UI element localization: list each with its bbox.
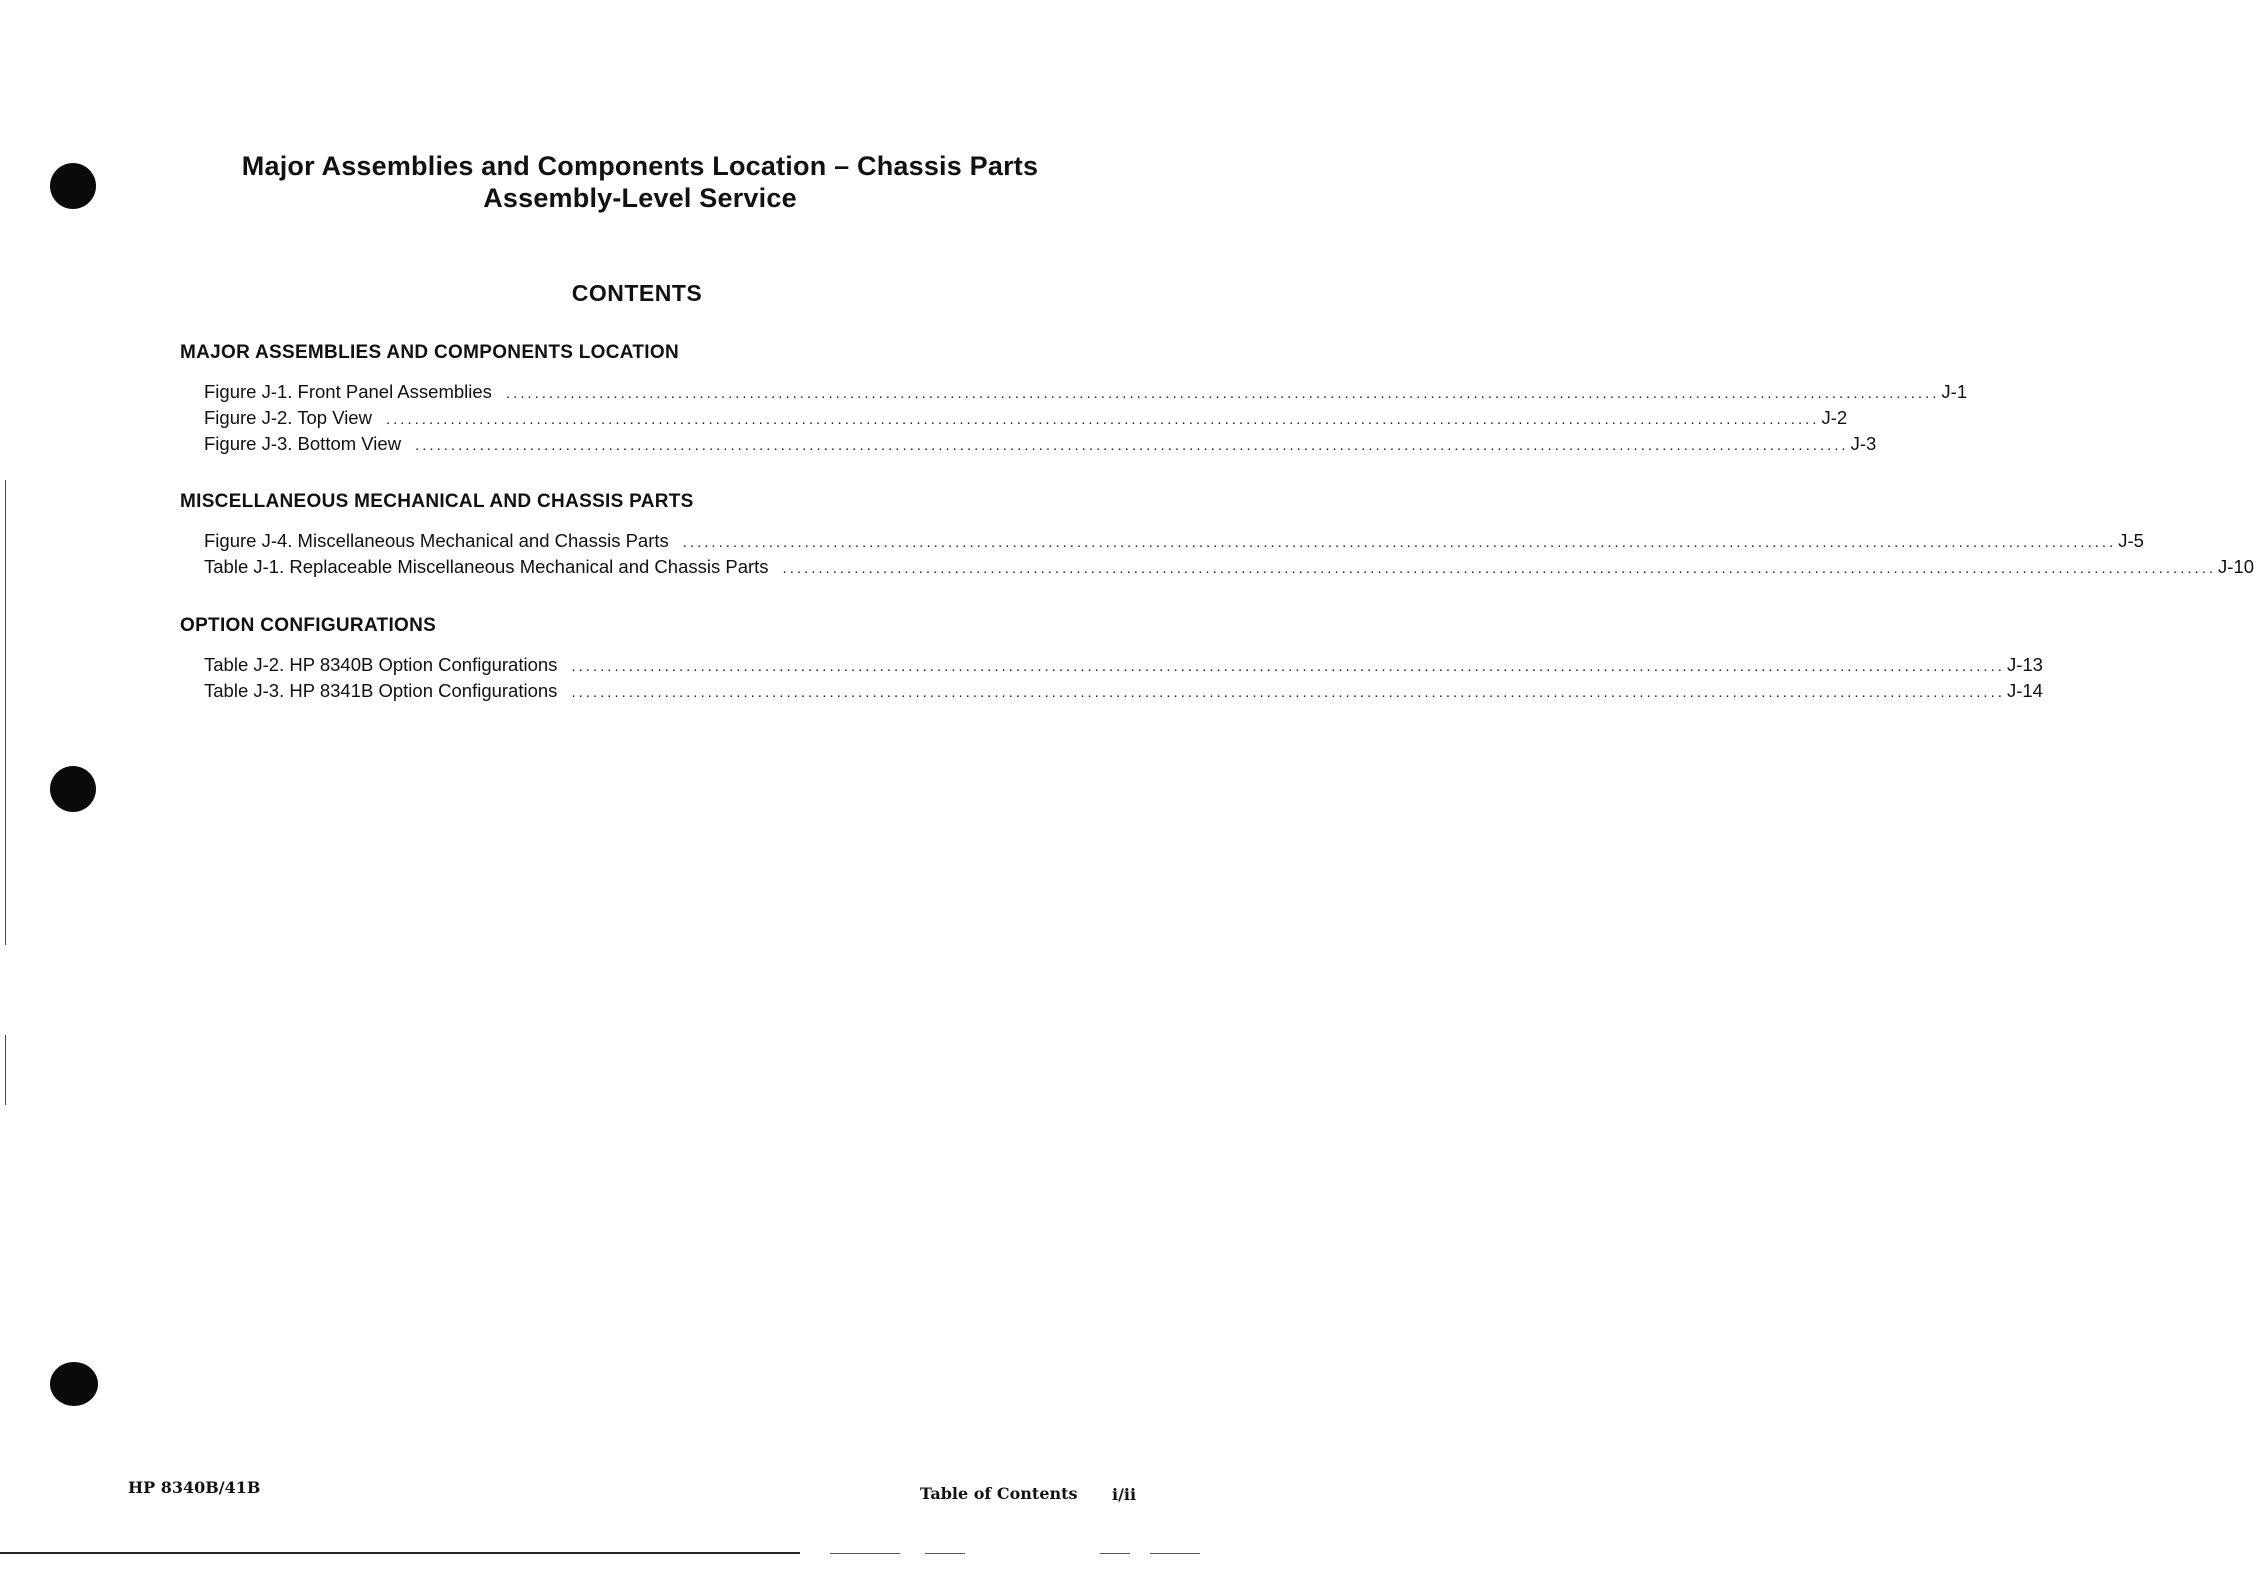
toc-entry-label: Table J-2. HP 8340B Option Configurations	[204, 654, 558, 675]
section-heading: MISCELLANEOUS MECHANICAL AND CHASSIS PARTS	[180, 491, 694, 512]
toc-entry[interactable]	[204, 432, 1877, 458]
scan-artifact	[1100, 1553, 1130, 1554]
scan-artifact	[1150, 1553, 1200, 1554]
toc-entry-label: Table J-3. HP 8341B Option Configurations	[204, 680, 558, 701]
toc-entry-page: J-1	[1941, 381, 1968, 402]
dot-leader: ........................................................................................................................................................................................................	[782, 560, 2217, 577]
footer-page-number: i/ii	[1112, 1485, 1137, 1504]
toc-section	[180, 615, 2043, 705]
section-heading: OPTION CONFIGURATIONS	[180, 615, 437, 636]
dot-leader: ........................................................................................................................................................................................................	[571, 684, 2005, 701]
scan-edge-line	[5, 480, 6, 945]
dot-leader: ........................................................................................................................................................................................................	[415, 437, 1849, 454]
dot-leader: ........................................................................................................................................................................................................	[505, 385, 1940, 402]
scan-edge-line	[5, 1035, 6, 1105]
toc-entry-page: J-2	[1821, 407, 1848, 428]
toc-entry[interactable]	[204, 529, 2144, 555]
scan-artifact	[830, 1553, 900, 1554]
punch-hole	[50, 1362, 98, 1406]
toc-section	[180, 342, 1968, 458]
footer-section-name: Table of Contents	[920, 1484, 1078, 1503]
toc-entry-label: Figure J-4. Miscellaneous Mechanical and Chassis Parts	[204, 530, 669, 551]
toc-entry-page: J-10	[2218, 556, 2254, 577]
toc-entry[interactable]	[204, 555, 2254, 581]
toc-entry-page: J-3	[1850, 433, 1877, 454]
bottom-rule	[0, 1552, 800, 1554]
toc-section	[180, 491, 2254, 581]
toc-entry-page: J-13	[2006, 654, 2043, 675]
dot-leader: ........................................................................................................................................................................................................	[571, 658, 2005, 675]
section-heading: MAJOR ASSEMBLIES AND COMPONENTS LOCATION	[180, 342, 679, 363]
contents-heading: CONTENTS	[571, 280, 703, 306]
toc-entry[interactable]	[204, 380, 1968, 406]
toc-entry[interactable]	[204, 653, 2043, 679]
title-line-1: Major Assemblies and Components Location – Chassis Parts	[241, 151, 1039, 181]
punch-hole	[50, 163, 96, 209]
dot-leader: ........................................................................................................................................................................................................	[682, 534, 2117, 551]
title-line-2: Assembly-Level Service	[483, 183, 797, 213]
toc-entry-label: Figure J-3. Bottom View	[204, 433, 402, 454]
footer-model: HP 8340B/41B	[128, 1478, 261, 1497]
scan-artifact	[925, 1553, 965, 1554]
toc-entry-label: Table J-1. Replaceable Miscellaneous Mechanical and Chassis Parts	[204, 556, 769, 577]
page-title	[150, 150, 1130, 214]
toc-entry-label: Figure J-2. Top View	[204, 407, 372, 428]
toc-entry[interactable]	[204, 679, 2043, 705]
punch-hole	[50, 766, 96, 812]
toc-entry-label: Figure J-1. Front Panel Assemblies	[204, 381, 492, 402]
toc-entry-page: J-14	[2006, 680, 2043, 701]
toc-entry[interactable]	[204, 406, 1848, 432]
dot-leader: ........................................................................................................................................................................................................	[385, 411, 1820, 428]
toc-entry-page: J-5	[2118, 530, 2144, 551]
